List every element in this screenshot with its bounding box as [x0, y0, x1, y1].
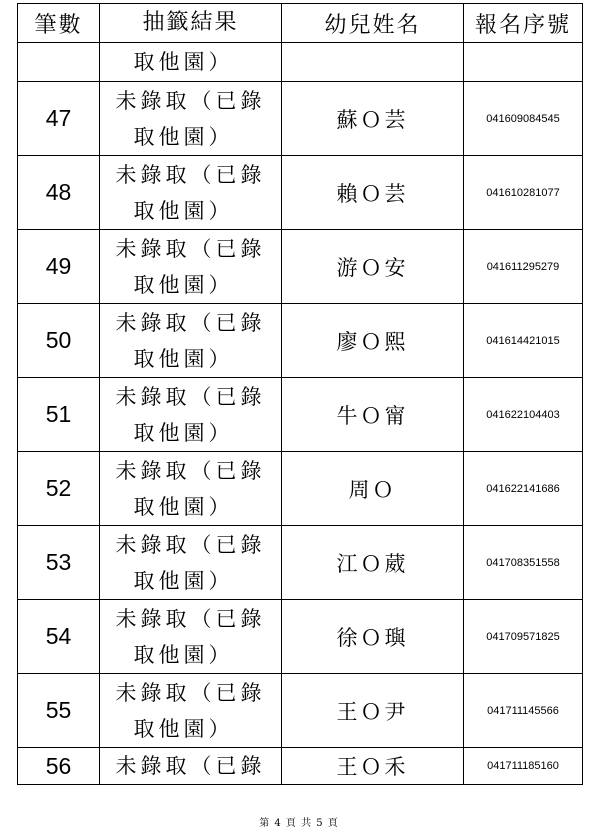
result-line-2: 取他園）: [133, 272, 234, 297]
table-row: [18, 526, 583, 600]
result-line-2: 取他園）: [133, 346, 234, 371]
table-row: [18, 378, 583, 452]
cell-child-name: 周Ｏ: [282, 452, 464, 526]
result-line-1: 未錄取（已錄: [115, 754, 266, 778]
cell-child-name: 王Ｏ禾: [282, 748, 464, 785]
result-line-2: 取他園）: [133, 420, 234, 445]
result-line-1: 未錄取（已錄: [115, 310, 266, 335]
cell-child-name: 廖Ｏ熙: [282, 304, 464, 378]
cell-result: [100, 600, 282, 674]
cell-count: 52: [18, 452, 100, 526]
result-line-1: 未錄取（已錄: [115, 532, 266, 557]
cell-count: 55: [18, 674, 100, 748]
header-registration-number: 報名序號: [464, 4, 583, 43]
cell-registration-number: 041611295279: [464, 230, 583, 304]
cell-registration-number: 041708351558: [464, 526, 583, 600]
cell-child-name: 游Ｏ安: [282, 230, 464, 304]
cell-count: 56: [18, 748, 100, 785]
cell-registration-number: [464, 43, 583, 82]
result-line-1: 未錄取（已錄: [115, 458, 266, 483]
table-header-row: [18, 4, 583, 43]
cell-registration-number: 041709571825: [464, 600, 583, 674]
result-line-2: 取他園）: [133, 494, 234, 519]
cell-result: [100, 43, 282, 82]
result-line-2: 取他園）: [133, 568, 234, 593]
table-row: [18, 600, 583, 674]
cell-registration-number: 041622141686: [464, 452, 583, 526]
cell-result: [100, 230, 282, 304]
result-line-2: 取他園）: [133, 642, 234, 667]
table-row: [18, 304, 583, 378]
cell-count: 49: [18, 230, 100, 304]
result-line-2: 取他園）: [133, 716, 234, 741]
cell-child-name: 賴Ｏ芸: [282, 156, 464, 230]
table-row: [18, 452, 583, 526]
cell-result: [100, 674, 282, 748]
result-line-1: 未錄取（已錄: [115, 88, 266, 113]
cell-registration-number: 041610281077: [464, 156, 583, 230]
cell-child-name: [282, 43, 464, 82]
result-line-2: 取他園）: [133, 124, 234, 149]
table-row-continuation: [18, 43, 583, 82]
cell-result: [100, 378, 282, 452]
cell-registration-number: 041711145566: [464, 674, 583, 748]
table-row: [18, 82, 583, 156]
page-footer: 第 4 頁 共 5 頁: [259, 818, 339, 829]
table-row: [18, 674, 583, 748]
result-line-1: 未錄取（已錄: [115, 606, 266, 631]
result-line-2: 取他園）: [133, 198, 234, 223]
cell-child-name: 蘇Ｏ芸: [282, 82, 464, 156]
cell-registration-number: 041609084545: [464, 82, 583, 156]
result-line-1: 未錄取（已錄: [115, 236, 266, 261]
cell-result: [100, 156, 282, 230]
cell-result: [100, 452, 282, 526]
cell-child-name: 王Ｏ尹: [282, 674, 464, 748]
cell-registration-number: 041711185160: [464, 748, 583, 785]
cell-result: [100, 526, 282, 600]
cell-child-name: 牛Ｏ甯: [282, 378, 464, 452]
cell-result: [100, 82, 282, 156]
cell-registration-number: 041622104403: [464, 378, 583, 452]
cell-count: 50: [18, 304, 100, 378]
cell-count: 51: [18, 378, 100, 452]
header-child-name: 幼兒姓名: [282, 4, 464, 43]
cell-count: 47: [18, 82, 100, 156]
cell-count: 53: [18, 526, 100, 600]
result-line-1: 未錄取（已錄: [115, 384, 266, 409]
result-line-2: 取他園）: [133, 50, 234, 74]
table-row: [18, 156, 583, 230]
cell-registration-number: 041614421015: [464, 304, 583, 378]
cell-count: 54: [18, 600, 100, 674]
cell-result: [100, 304, 282, 378]
result-line-1: 未錄取（已錄: [115, 162, 266, 187]
result-line-1: 未錄取（已錄: [115, 680, 266, 705]
cell-child-name: 徐Ｏ璵: [282, 600, 464, 674]
header-lottery-result: 抽籤結果: [100, 4, 282, 43]
header-count: 筆數: [18, 4, 100, 43]
cell-count: [18, 43, 100, 82]
table-row: [18, 230, 583, 304]
cell-child-name: 江Ｏ葳: [282, 526, 464, 600]
cell-result: [100, 748, 282, 785]
table-row: [18, 748, 583, 785]
lottery-result-table: [17, 3, 583, 785]
cell-count: 48: [18, 156, 100, 230]
